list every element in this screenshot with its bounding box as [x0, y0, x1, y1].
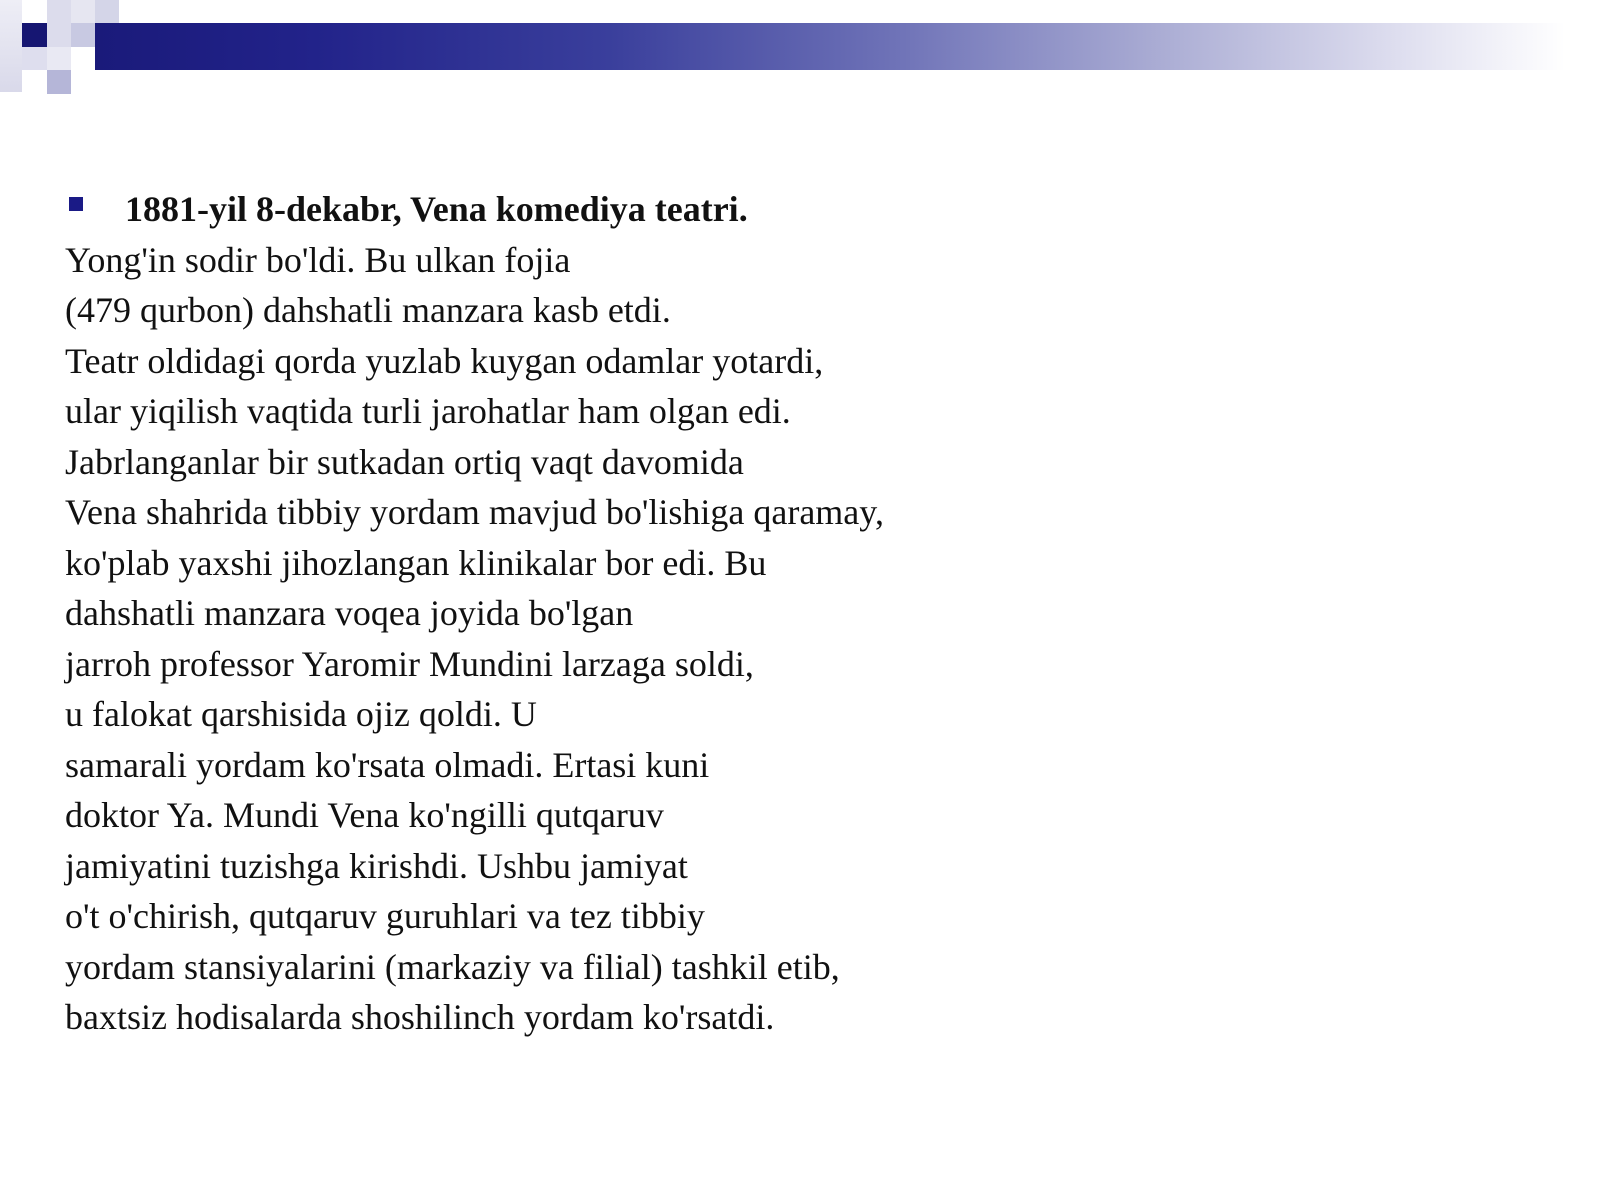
header-decoration-square [0, 0, 22, 92]
body-line: ko'plab yaxshi jihozlangan klinikalar bor edi. Bu [65, 542, 767, 583]
header-decoration-square [71, 23, 95, 47]
body-line: o't o'chirish, qutqaruv guruhlari va tez tibbiy [65, 896, 705, 936]
header-decoration-square [71, 0, 95, 23]
body-line: u falokat qarshisida ojiz qoldi. U [65, 694, 537, 734]
body-line: (479 qurbon) dahshatli manzara kasb etdi. [65, 290, 671, 330]
header-decoration-square [22, 47, 47, 70]
heading-text: 1881-yil 8-dekabr, Vena komediya teatri. [125, 189, 748, 229]
square-bullet-icon [69, 197, 83, 211]
body-line: Teatr oldidagi qorda yuzlab kuygan odamlar yotardi, [65, 340, 824, 381]
body-line: dahshatli manzara voqea joyida bo'lgan [65, 593, 634, 633]
body-line: Jabrlanganlar bir sutkadan ortiq vaqt davomida [65, 441, 744, 482]
body-line: doktor Ya. Mundi Vena ko'ngilli qutqaruv [65, 795, 664, 835]
body-line: baxtsiz hodisalarda shoshilinch yordam ko'rsatdi. [65, 997, 775, 1037]
body-line: jarroh professor Yaromir Mundini larzaga soldi, [65, 643, 754, 684]
bullet-heading [65, 184, 1165, 235]
header-decoration-square [47, 0, 71, 47]
header-decoration-square [47, 47, 71, 70]
body-line: samarali yordam ko'rsata olmadi. Ertasi kuni [65, 744, 710, 785]
header-decoration-square [95, 0, 119, 23]
header-gradient-band [95, 23, 1565, 70]
body-line: ular yiqilish vaqtida turli jarohatlar ham olgan edi. [65, 391, 791, 431]
body-line: yordam stansiyalarini (markaziy va filial) tashkil etib, [65, 946, 840, 987]
body-line: Vena shahrida tibbiy yordam mavjud bo'lishiga qaramay, [65, 492, 884, 532]
header-decoration-square-dark [22, 23, 47, 47]
header-decoration-square [47, 70, 71, 94]
slide-body [65, 184, 1165, 1043]
body-line: Yong'in sodir bo'ldi. Bu ulkan fojia [65, 239, 571, 280]
body-line: jamiyatini tuzishga kirishdi. Ushbu jamiyat [65, 845, 688, 886]
